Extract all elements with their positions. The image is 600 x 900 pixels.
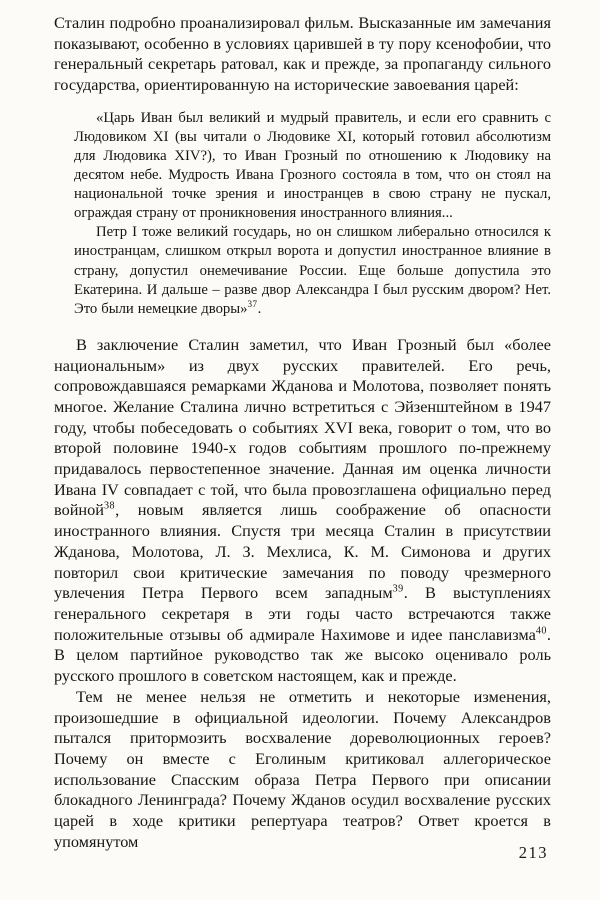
footnote-reference: 38: [104, 501, 116, 513]
footnote-reference: 39: [392, 583, 404, 595]
body-paragraph: Сталин подробно проанализировал фильм. Высказанные им замечания показывают, особенно в условиях царившей в ту пору ксенофобии, что генеральный секретарь ратовал, как и прежде, за пропаганду сильного государства, ориентированную на исторические завоевания царей:: [54, 13, 551, 95]
page-text: [54, 13, 551, 852]
footnote-reference: 40: [535, 625, 547, 637]
body-paragraph: В заключение Сталин заметил, что Иван Грозный был «более национальным» из двух русских правителей. Его речь, сопровождавшаяся ремарками Жданова и Молотова, позволяет понять многое. Желание Сталина лично встретиться с Эйзенштейном в 1947 году, чтобы побеседовать о событиях XVI века, говорит о том, что во второй половине 1940-х годов событиям прошлого по-прежнему придавалось первостепенное значение. Данная им оценка личности Ивана IV совпадает с той, что была провозглашена официально перед войной$^{38}$, новым является лишь соображение об опасности иностранного влияния. Спустя три месяца Сталин в присутствии Жданова, Молотова, Л. З. Мехлиса, К. М. Симонова и других повторил свои критические замечания по поводу чрезмерного увлечения Петра Первого всем западным$^{39}$. В выступлениях генерального секретаря в эти годы часто встречаются также положительные отзывы об адмирале Нахимове и идее панславизма$^{40}$. В целом партийное руководство так же высоко оценивало роль русского прошлого в советском настоящем, как и прежде.: [54, 334, 551, 686]
footnote-reference: 37: [247, 298, 258, 309]
page-number: 213: [518, 843, 548, 862]
blockquote-paragraph: Петр I тоже великий государь, но он слишком либерально относился к иностранцам, слишком открыл ворота и допустил иностранное влияние в страну, допустил онемечивание России. Еще больше допустила это Екатерина. И дальше – разве двор Александра I был русским двором? Нет. Это были немецкие дворы»$^{37}$.: [74, 224, 551, 317]
body-paragraph: Тем не менее нельзя не отметить и некоторые изменения, произошедшие в официальной идеологии. Почему Александров пытался притормозить восхваление дореволюционных героев? Почему он вместе с Еголиным критиковал аллегорическое использование Спасским образа Петра Первого при описании блокадного Ленинграда? Почему Жданов осудил восхваление русских царей в ходе критики репертуара театров? Ответ кроется в упомянутом: [54, 686, 551, 851]
blockquote-paragraph: «Царь Иван был великий и мудрый правитель, и если его сравнить с Людовиком XI (вы читали о Людовике XI, который готовил абсолютизм для Людовика XIV?), то Иван Грозный по отношению к Людовику на десятом небе. Мудрость Ивана Грозного состояла в том, что он стоял на национальной точке зрения и иностранцев в свою страну не пускал, ограждая страну от проникновения иностранного влияния...: [74, 109, 551, 222]
